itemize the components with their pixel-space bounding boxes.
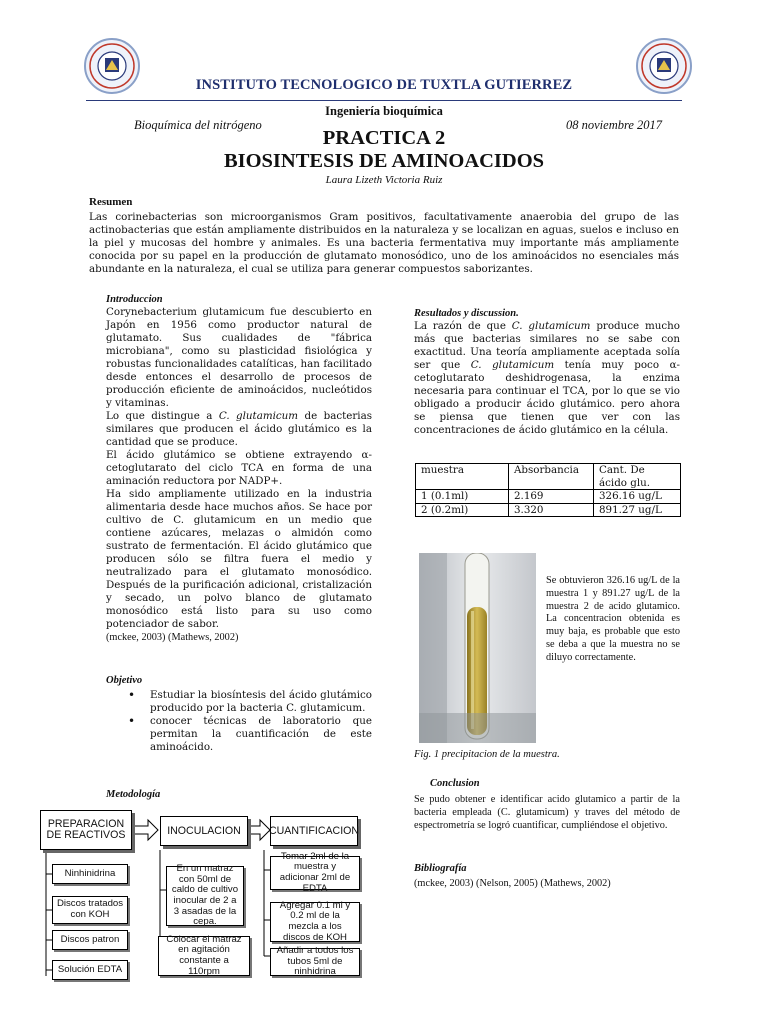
table-header-cell: Absorbancia xyxy=(509,464,594,490)
test-tube-photo xyxy=(419,553,536,743)
table-cell: 3.320 xyxy=(509,503,594,517)
objective-heading: Objetivo xyxy=(106,675,143,686)
prep-reagents-box: PREPARACION DE REACTIVOS xyxy=(40,810,132,850)
prep-step-box: Solución EDTA xyxy=(52,960,128,980)
abstract-heading: Resumen xyxy=(89,196,133,208)
inoculation-step-box: Colocar el matraz en agitación constante a 110rpm xyxy=(158,936,250,976)
methodology-heading: Metodología xyxy=(106,789,161,800)
bibliography-body: (mckee, 2003) (Nelson, 2005) (Mathews, 2002) xyxy=(414,878,611,889)
document-date: 08 noviembre 2017 xyxy=(566,118,663,132)
inoculation-box: INOCULACION xyxy=(160,816,248,846)
quantification-box: CUANTIFICACION xyxy=(270,816,358,846)
quantification-step-box: Tomar 2ml de la muestra y adicionar 2ml de EDTA xyxy=(270,856,360,890)
prep-step-box: Ninhinidrina xyxy=(52,864,128,884)
conclusion-body: Se pudo obtener e identificar acido glutamico a partir de la bacteria empleada (C. glutamicum) y traves del método de espectrometría se logró cuantificar, cumpliéndose el objetivo. xyxy=(414,794,680,831)
results-photo-description: Se obtuvieron 326.16 ug/L de la muestra 1 y 891.27 ug/L de la muestra 2 de acido glutamico. La concentracion obtenida es muy baja, es probable que esto se deba a que la muestra no se diluyo correctamente. xyxy=(546,575,680,663)
results-section xyxy=(414,308,680,437)
table-cell: 2 (0.2ml) xyxy=(416,503,509,517)
quantification-step-box: Añadir a todos los tubos 5ml de ninhidrina xyxy=(270,948,360,976)
intro-section xyxy=(106,294,372,644)
conclusion-heading: Conclusion xyxy=(430,778,480,789)
table-header-row xyxy=(416,464,681,490)
table-row xyxy=(416,490,681,504)
table-row xyxy=(416,503,681,517)
table-header-cell: muestra xyxy=(416,464,509,490)
table-cell: 2.169 xyxy=(509,490,594,504)
intro-references: (mckee, 2003) (Mathews, 2002) xyxy=(106,632,239,643)
author-name: Laura Lizeth Victoria Ruiz xyxy=(325,174,443,186)
bibliography-heading: Bibliografía xyxy=(414,863,467,874)
objective-item: • Estudiar la biosíntesis del ácido glutámico producido por la bacteria C. glutamicum. xyxy=(106,689,372,715)
prep-step-box: Discos patron xyxy=(52,930,128,950)
objective-item: • conocer técnicas de laboratorio que permitan la cuantificación de este aminoácido. xyxy=(106,715,372,754)
major-name: Ingeniería bioquímica xyxy=(325,104,443,118)
prep-step-box: Discos tratados con KOH xyxy=(52,896,128,924)
methodology-flowchart xyxy=(38,806,388,991)
practice-subtitle: BIOSINTESIS DE AMINOACIDOS xyxy=(223,150,545,172)
objective-section xyxy=(106,675,372,754)
table-cell: 326.16 ug/L xyxy=(594,490,681,504)
table-header-cell: Cant. De ácido glu. xyxy=(594,464,681,490)
intro-paragraph-1: Corynebacterium glutamicum fue descubierto en Japón en 1956 como productor natural de glutamato. Sus cualidades de "fábrica microbiana", como su plasticidad fisiológica y robustas funcionalidades catalíticas, han facilitado desde entonces el desarrollo de procesos de producción eficiente de aminoácidos, nucleótidos y vitaminas. xyxy=(106,306,372,409)
table-cell: 1 (0.1ml) xyxy=(416,490,509,504)
intro-paragraph-4: Ha sido ampliamente utilizado en la industria alimentaria desde hace muchos años. Se hace por cultivo de C. glutamicum en un medio que contiene azúcares, melazas o almidón como sustrato de fermentación. El ácido glutámico que producen sólo se filtra fuera el medio y neutralizado para el glutamato monosódico. Después de la purificación adicional, cristalización y secado, un polvo blanco de glutamato monosódico está listo para su uso como potenciador de sabor. xyxy=(106,488,372,630)
figure-caption: Fig. 1 precipitacion de la muestra. xyxy=(414,749,560,760)
results-table xyxy=(415,463,681,517)
quantification-step-box: Agregar 0.1 ml y 0.2 ml de la mezcla a los discos de KOH xyxy=(270,902,360,942)
intro-heading: Introduccion xyxy=(106,294,163,305)
results-paragraph: La razón de que C. glutamicum produce mucho más que bacterias similares no se sabe con exactitud. Una teoría ampliamente aceptada solía ser que C. glutamicum tenía muy poco α-cetoglutarato deshidrogenasa, la enzima necesaria para continuar el TCA, por lo que se vio obligado a producir ácido glutámico. pero ahora se piensa que tienen que ver con las concentraciones de ácido glutámico en la célula. xyxy=(414,320,680,436)
practice-title: PRACTICA 2 xyxy=(322,127,446,149)
table-cell: 891.27 ug/L xyxy=(594,503,681,517)
subject-name: Bioquímica del nitrógeno xyxy=(134,118,262,132)
header-rule xyxy=(86,100,682,101)
test-tube-image xyxy=(419,553,536,743)
institute-name: INSTITUTO TECNOLOGICO DE TUXTLA GUTIERREZ xyxy=(195,77,573,93)
intro-paragraph-3: El ácido glutámico se obtiene extrayendo α-cetoglutarato del ciclo TCA en forma de una aminación reductora por NADP+. xyxy=(106,449,372,487)
intro-paragraph-2: Lo que distingue a C. glutamicum de bacterias similares que producen el ácido glutámico es la cantidad que se produce. xyxy=(106,410,372,448)
abstract-body: Las corinebacterias son microorganismos Gram positivos, facultativamente anaerobia del grupo de las actinobacterias que están ampliamente distribuidos en la naturaleza y se localizan en aguas, suelos e incluso en la piel y mucosas del hombre y animales. Es una bacteria fermentativa muy importante más ampliamente conocida por su papel en la producción de glutamato monosódico, uno de los aminoácidos no esenciales más abundante en la naturaleza, el cual se utiliza para generar compuestos saborizantes. xyxy=(89,211,679,275)
inoculation-step-box: En un matraz con 50ml de caldo de cultivo inocular de 2 a 3 asadas de la cepa. xyxy=(166,866,244,926)
objective-list xyxy=(106,689,372,754)
results-heading: Resultados y discussion. xyxy=(414,308,519,319)
